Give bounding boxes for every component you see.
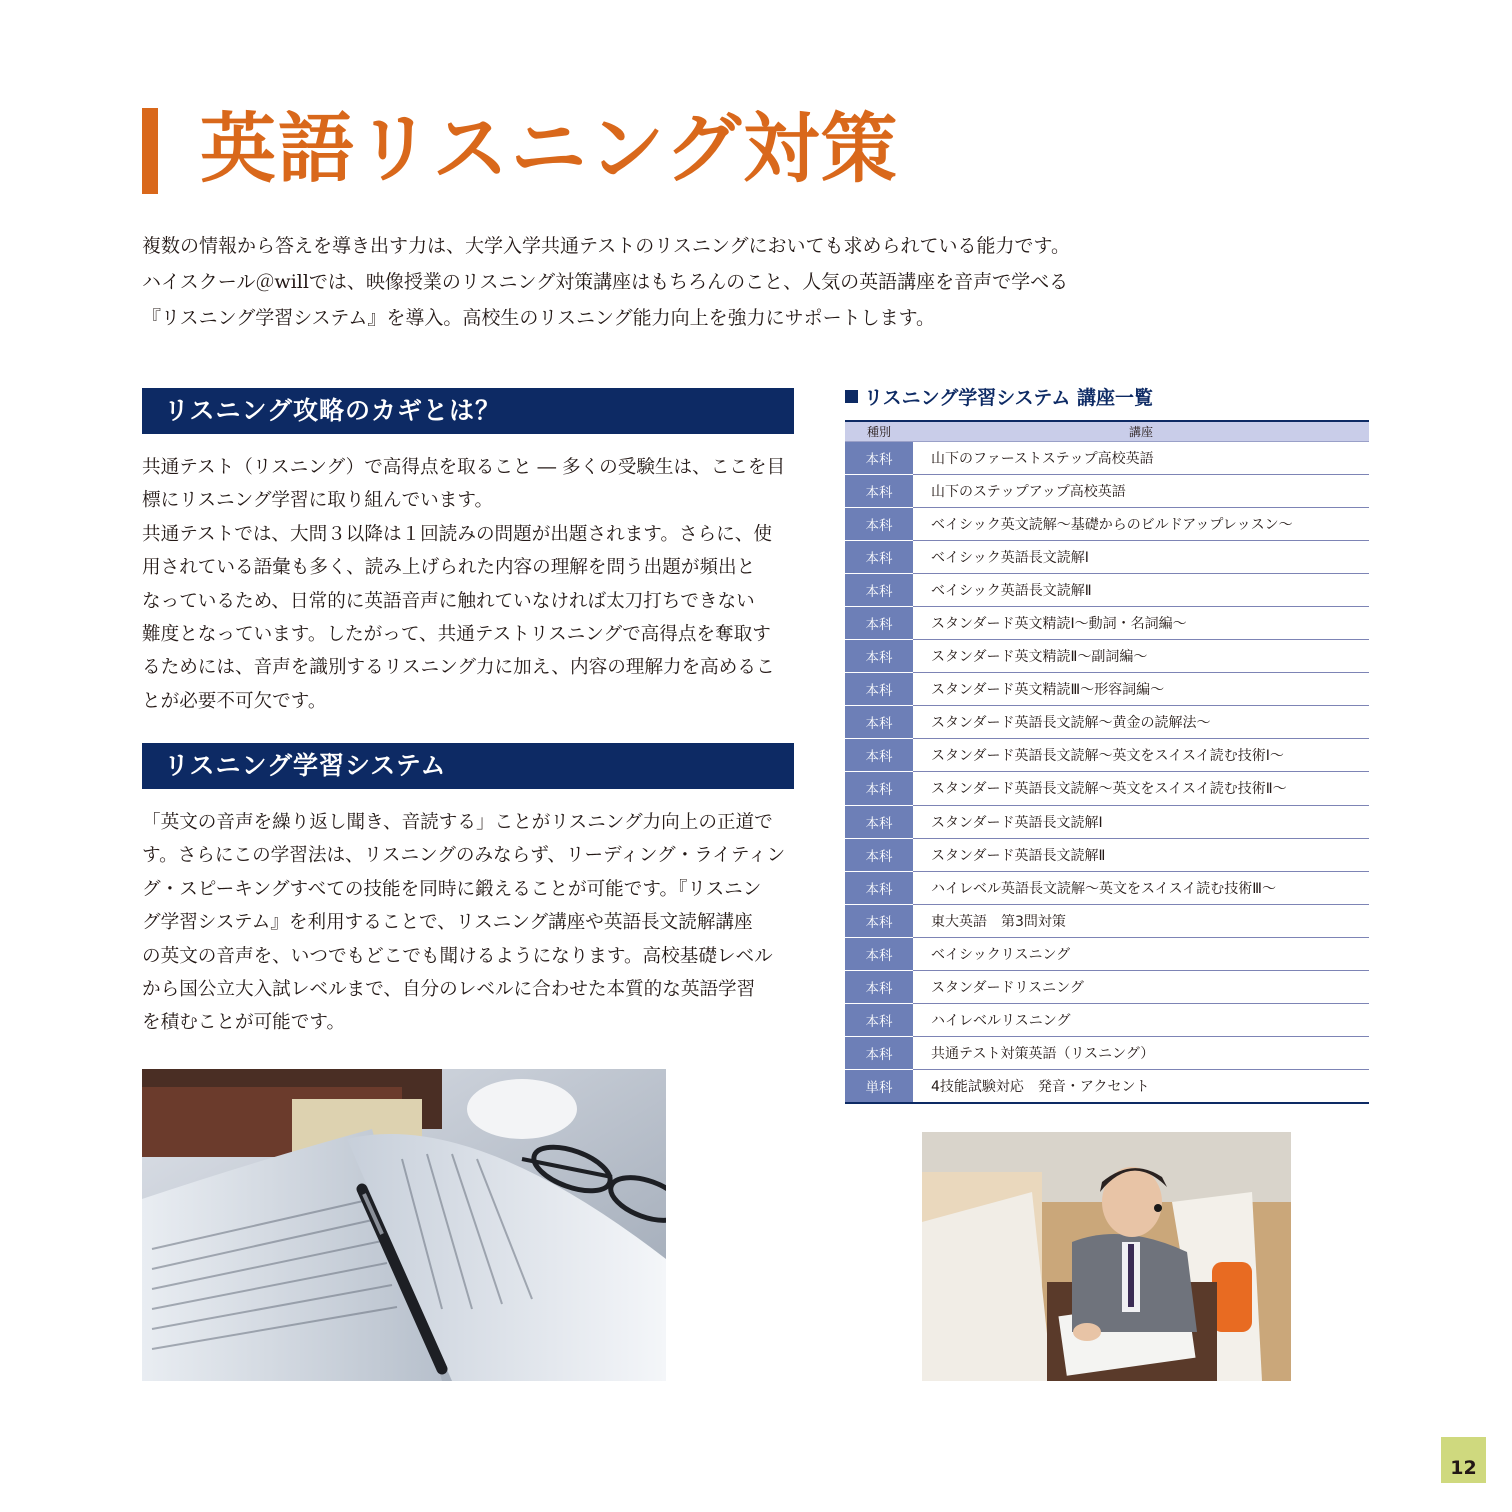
course-type: 本科 [845, 573, 913, 606]
body-line: 共通テストでは、大問３以降は１回読みの問題が出題されます。さらに、使 [142, 523, 772, 545]
table-row [845, 1070, 1369, 1103]
table-row [845, 606, 1369, 639]
table-row [845, 640, 1369, 673]
course-type: 本科 [845, 507, 913, 540]
course-type: 単科 [845, 1070, 913, 1103]
page-number: 12 [1450, 1457, 1477, 1479]
course-type: 本科 [845, 739, 913, 772]
course-name: 東大英語 第3問対策 [913, 904, 1369, 937]
course-name: ベイシックリスニング [913, 937, 1369, 970]
student-studying-photo [922, 1132, 1291, 1381]
table-header-row [845, 421, 1369, 441]
page-number-tab [1441, 1437, 1486, 1483]
course-type: 本科 [845, 805, 913, 838]
column-header-type: 種別 [845, 421, 913, 441]
course-type: 本科 [845, 772, 913, 805]
table-row [845, 474, 1369, 507]
table-row [845, 739, 1369, 772]
table-row [845, 772, 1369, 805]
course-name: ハイレベルリスニング [913, 1004, 1369, 1037]
body-line: の英文の音声を、いつでもどこでも聞けるようになります。高校基礎レベル [142, 945, 773, 967]
table-row [845, 871, 1369, 904]
table-row [845, 904, 1369, 937]
square-bullet-icon [845, 390, 858, 403]
course-name: ベイシック英語長文読解Ⅱ [913, 573, 1369, 606]
course-type: 本科 [845, 904, 913, 937]
course-type: 本科 [845, 441, 913, 474]
course-name: スタンダードリスニング [913, 971, 1369, 1004]
table-row [845, 507, 1369, 540]
course-list-title [845, 383, 1153, 410]
course-type: 本科 [845, 540, 913, 573]
course-name: 共通テスト対策英語（リスニング） [913, 1037, 1369, 1070]
table-row [845, 838, 1369, 871]
table-row [845, 1004, 1369, 1037]
section-body-listening-keys [142, 451, 798, 718]
table-row [845, 441, 1369, 474]
table-row [845, 573, 1369, 606]
body-line: グ・スピーキングすべての技能を同時に鍛えることが可能です。『リスニン [142, 878, 762, 900]
course-name: ベイシック英文読解～基礎からのビルドアップレッスン～ [913, 507, 1369, 540]
course-name: スタンダード英語長文読解Ⅱ [913, 838, 1369, 871]
section-heading-listening-keys: リスニング攻略のカギとは？ [142, 388, 794, 434]
body-line: 「英文の音声を繰り返し聞き、音読する」ことがリスニング力向上の正道で [142, 812, 773, 833]
page-title: 英語リスニング対策 [200, 104, 899, 193]
course-name: スタンダード英文精読Ⅲ～形容詞編～ [913, 673, 1369, 706]
open-book-photo [142, 1069, 666, 1381]
title-accent-bar [142, 108, 158, 194]
course-name: 4技能試験対応 発音・アクセント [913, 1070, 1369, 1103]
table-row [845, 1037, 1369, 1070]
course-type: 本科 [845, 640, 913, 673]
table-row [845, 805, 1369, 838]
course-type: 本科 [845, 474, 913, 507]
course-list-table [845, 420, 1369, 1104]
table-row [845, 540, 1369, 573]
table-row [845, 673, 1369, 706]
course-name: ハイレベル英語長文読解～英文をスイスイ読む技術Ⅲ～ [913, 871, 1369, 904]
course-type: 本科 [845, 1004, 913, 1037]
course-name: ベイシック英語長文読解Ⅰ [913, 540, 1369, 573]
course-type: 本科 [845, 871, 913, 904]
body-line: とが必要不可欠です。 [142, 690, 327, 712]
course-name: スタンダード英文精読Ⅱ～副詞編～ [913, 640, 1369, 673]
course-type: 本科 [845, 971, 913, 1004]
course-list-title-text: リスニング学習システム 講座一覧 [864, 387, 1153, 409]
column-header-course: 講座 [913, 421, 1369, 441]
course-name: スタンダード英語長文読解～英文をスイスイ読む技術Ⅱ～ [913, 772, 1369, 805]
intro-line: 『リスニング学習システム』を導入。高校生のリスニング能力向上を強力にサポートします。 [142, 307, 936, 329]
body-line: なっているため、日常的に英語音声に触れていなければ太刀打ちできない [142, 590, 755, 612]
course-name: スタンダード英語長文読解～英文をスイスイ読む技術Ⅰ～ [913, 739, 1369, 772]
course-type: 本科 [845, 673, 913, 706]
course-type: 本科 [845, 606, 913, 639]
course-name: 山下のファーストステップ高校英語 [913, 441, 1369, 474]
section-heading-listening-system: リスニング学習システム [142, 743, 794, 789]
body-line: を積むことが可能です。 [142, 1012, 346, 1034]
table-row [845, 971, 1369, 1004]
body-line: す。さらにこの学習法は、リスニングのみならず、リーディング・ライティン [142, 845, 786, 867]
intro-line: 複数の情報から答えを導き出す力は、大学入学共通テストのリスニングにおいても求められている能力です。 [142, 235, 1070, 257]
course-type: 本科 [845, 838, 913, 871]
course-name: スタンダード英語長文読解Ⅰ [913, 805, 1369, 838]
table-row [845, 706, 1369, 739]
intro-paragraph [142, 228, 1202, 336]
course-name: 山下のステップアップ高校英語 [913, 474, 1369, 507]
body-line: るためには、音声を識別するリスニング力に加え、内容の理解力を高めるこ [142, 657, 775, 679]
body-line: グ学習システム』を利用することで、リスニング講座や英語長文読解講座 [142, 912, 753, 934]
body-line: 難度となっています。したがって、共通テストリスニングで高得点を奪取す [142, 624, 771, 646]
section-body-listening-system [142, 806, 798, 1040]
body-line: 標にリスニング学習に取り組んでいます。 [142, 490, 494, 512]
body-line: 共通テスト（リスニング）で高得点を取ること ― 多くの受験生は、ここを目 [142, 457, 786, 478]
intro-line: ハイスクール＠willでは、映像授業のリスニング対策講座はもちろんのこと、人気の英語講座を音声で学べる [142, 271, 1069, 293]
course-type: 本科 [845, 706, 913, 739]
course-name: スタンダード英語長文読解～黄金の読解法～ [913, 706, 1369, 739]
course-name: スタンダード英文精読Ⅰ～動詞・名詞編～ [913, 606, 1369, 639]
course-type: 本科 [845, 1037, 913, 1070]
table-row [845, 937, 1369, 970]
course-type: 本科 [845, 937, 913, 970]
body-line: から国公立大入試レベルまで、自分のレベルに合わせた本質的な英語学習 [142, 979, 756, 1001]
body-line: 用されている語彙も多く、読み上げられた内容の理解を問う出題が頻出と [142, 557, 756, 579]
